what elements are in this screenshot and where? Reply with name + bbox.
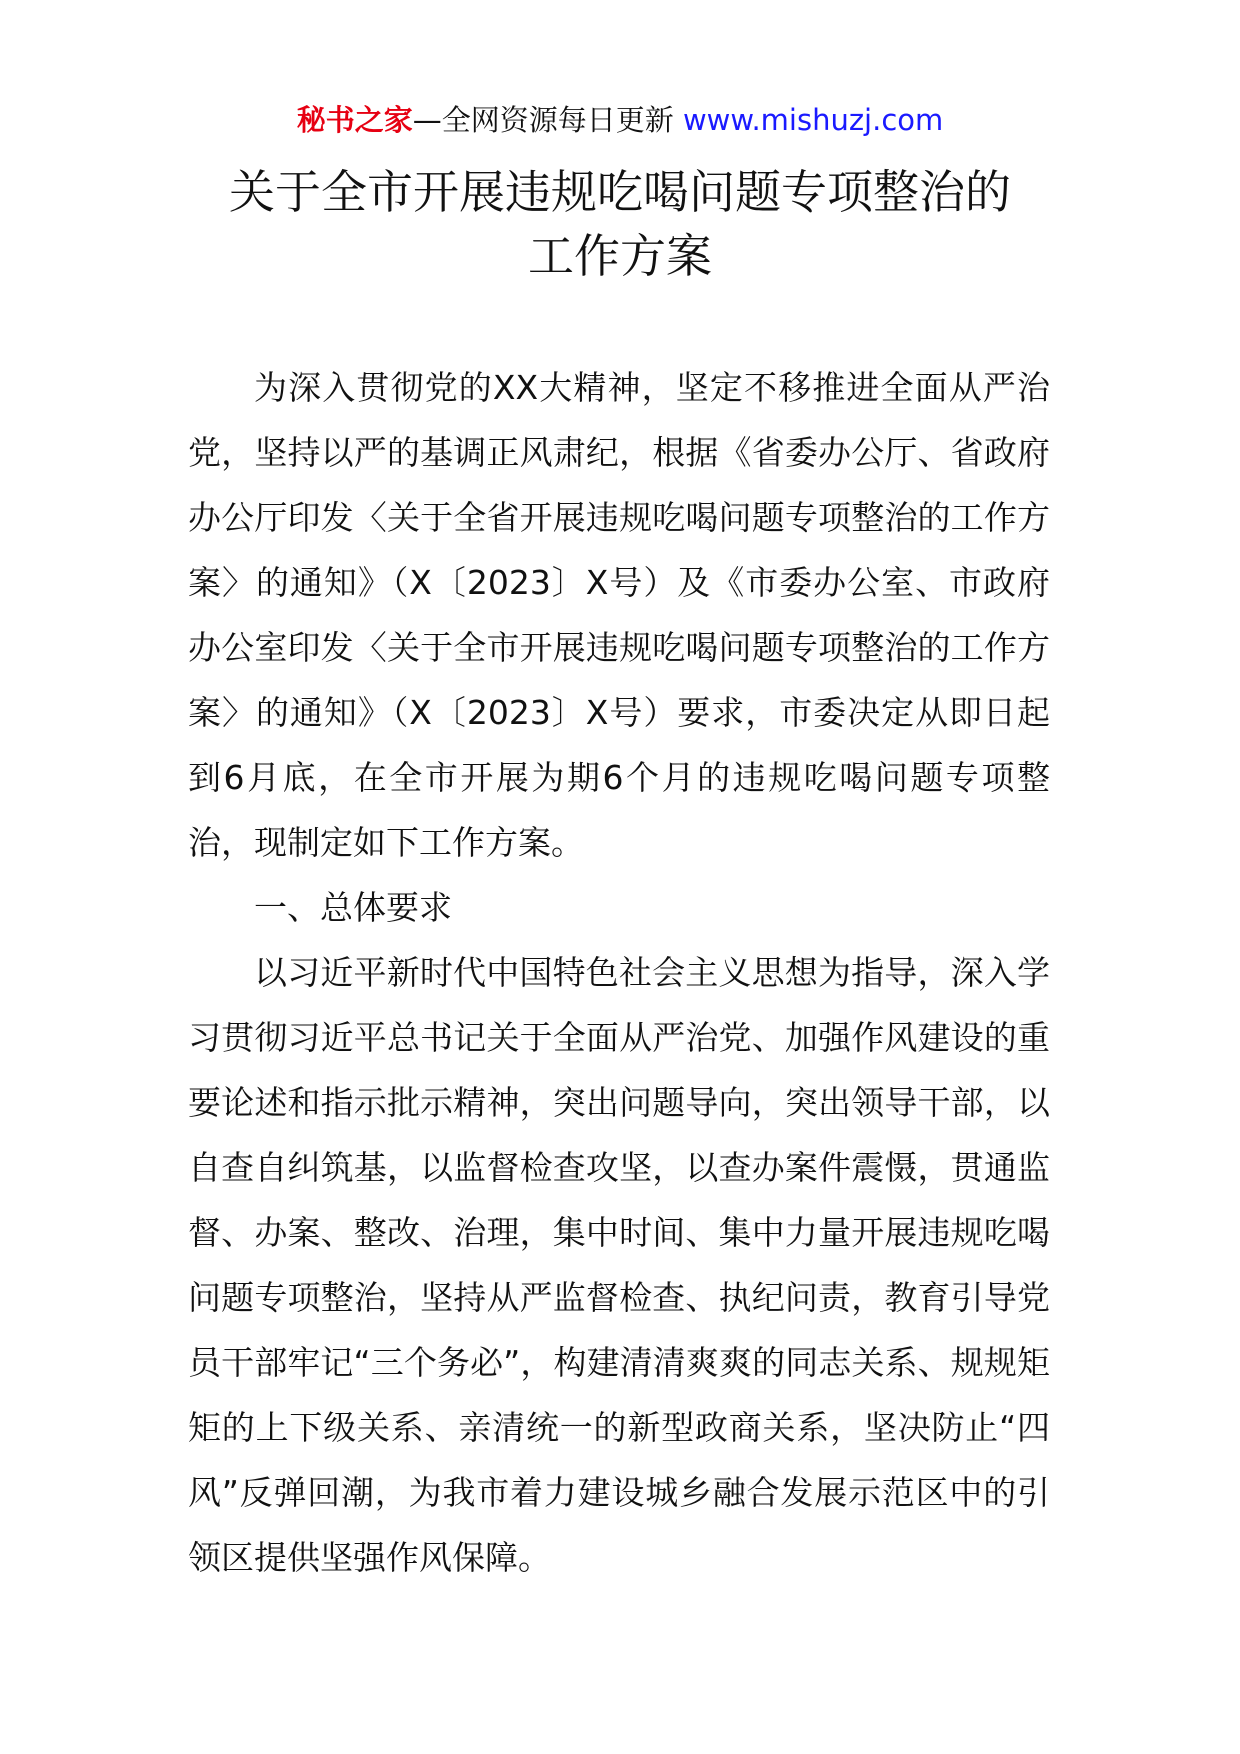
document-body [188,355,1050,1590]
document-title [0,160,1240,288]
header-tagline: —全网资源每日更新 [412,103,683,137]
site-header [0,100,1240,140]
title-line-2: 工作方案 [528,229,712,283]
section-heading-general-requirements: 一、总体要求 [254,888,452,927]
title-line-1: 关于全市开展违规吃喝问题专项整治的 [229,165,1011,219]
brand-name: 秘书之家 [296,103,413,137]
site-url-link[interactable]: www.mishuzj.com [682,103,944,137]
section-paragraph-general-requirements: 以习近平新时代中国特色社会主义思想为指导，深入学习贯彻习近平总书记关于全面从严治党、加强作风建设的重要论述和指示批示精神，突出问题导向，突出领导干部，以自查自纠筑基，以监督检查攻坚，以查办案件震慑，贯通监督、办案、整改、治理，集中时间、集中力量开展违规吃喝问题专项整治，坚持从严监督检查、执纪问责，教育引导党员干部牢记“三个务必”，构建清清爽爽的同志关系、规规矩矩的上下级关系、亲清统一的新型政商关系，坚决防止“四风”反弹回潮，为我市着力建设城乡融合发展示范区中的引领区提供坚强作风保障。 [188,953,1050,1577]
intro-paragraph: 为深入贯彻党的XX大精神，坚定不移推进全面从严治党，坚持以严的基调正风肃纪，根据《省委办公厅、省政府办公厅印发〈关于全省开展违规吃喝问题专项整治的工作方案〉的通知》（X〔2023〕X号）及《市委办公室、市政府办公室印发〈关于全市开展违规吃喝问题专项整治的工作方案〉的通知》（X〔2023〕X号）要求，市委决定从即日起到6月底，在全市开展为期6个月的违规吃喝问题专项整治，现制定如下工作方案。 [188,368,1050,862]
